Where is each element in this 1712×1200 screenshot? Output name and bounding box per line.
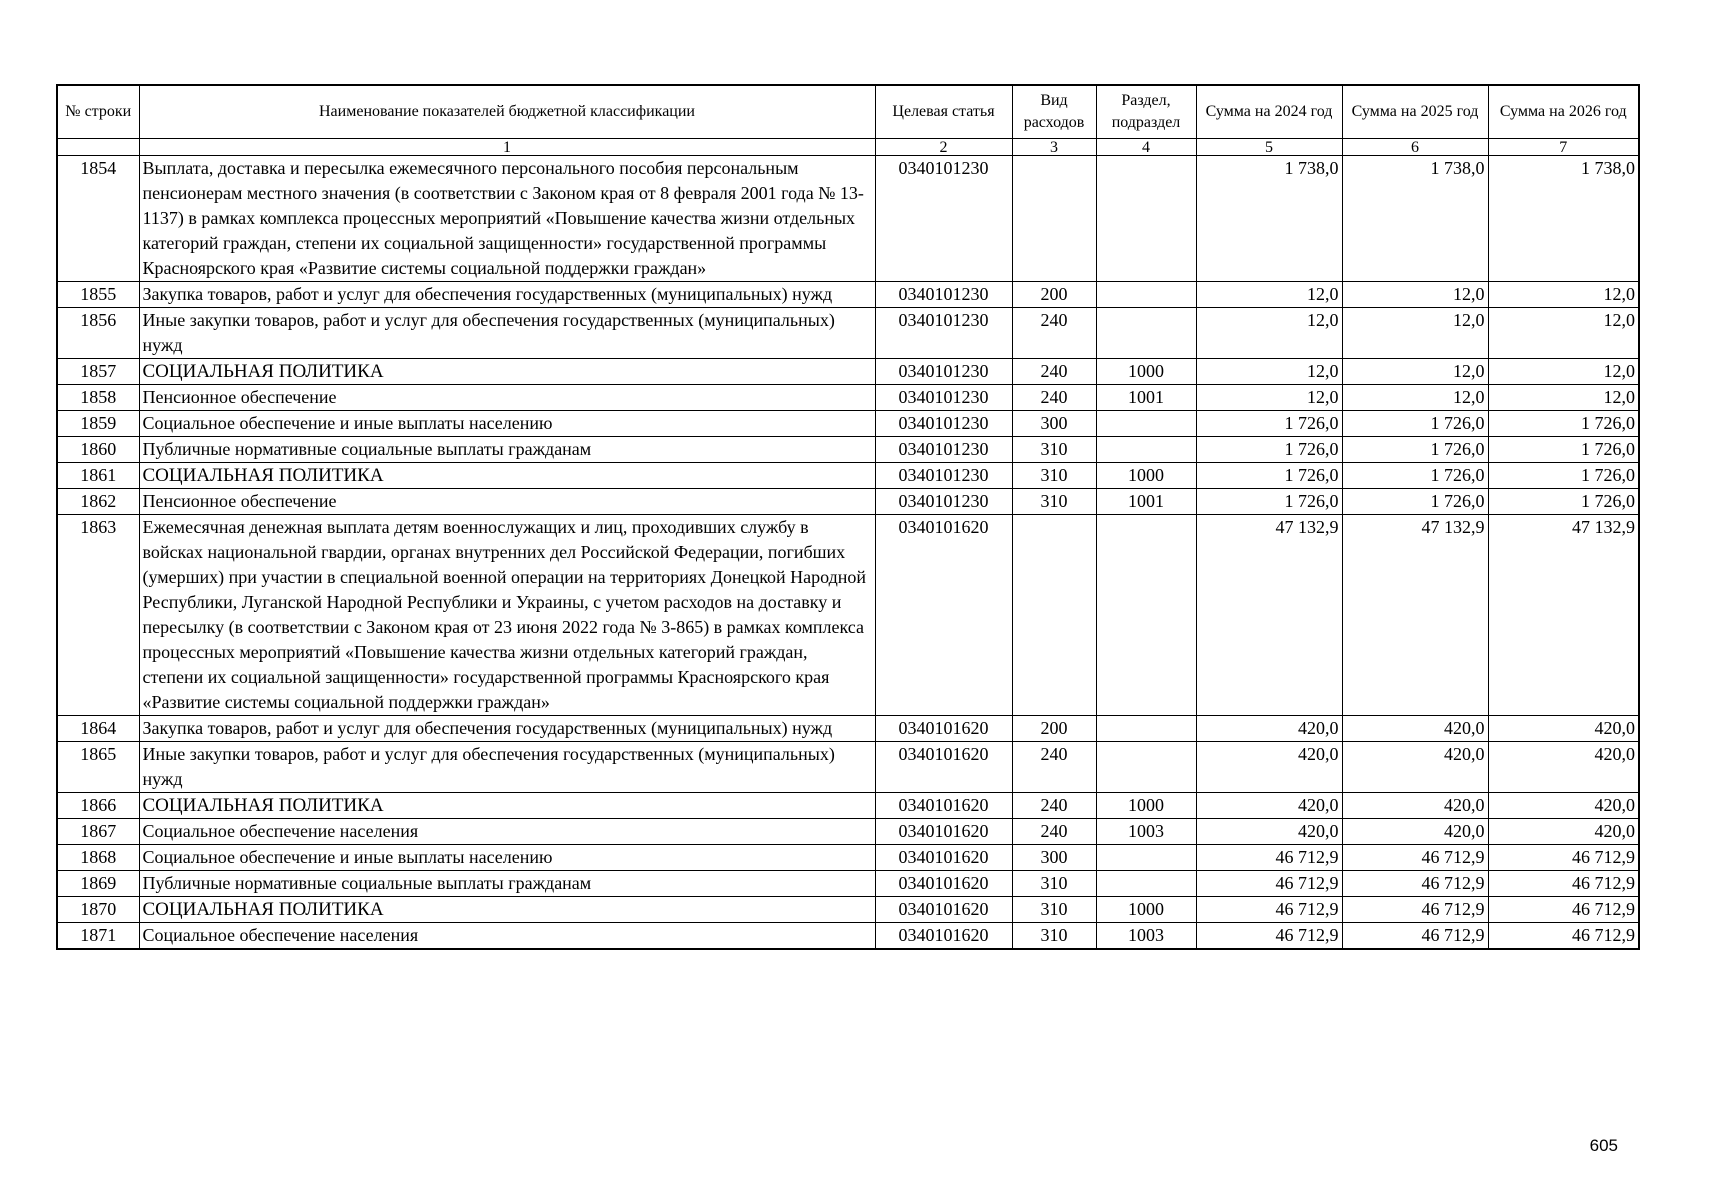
- header-row: [57, 85, 1639, 139]
- cell-sum-2024: 1 726,0: [1196, 437, 1342, 463]
- cell-name: Социальное обеспечение населения: [139, 819, 875, 845]
- cell-sum-2026: 420,0: [1488, 742, 1639, 793]
- cell-section: 1003: [1096, 923, 1196, 950]
- cell-vid: 200: [1012, 282, 1096, 308]
- cell-row-number: 1858: [57, 385, 139, 411]
- column-number: 1: [139, 139, 875, 156]
- cell-row-number: 1861: [57, 463, 139, 489]
- cell-row-number: 1855: [57, 282, 139, 308]
- table-row: [57, 793, 1639, 819]
- cell-sum-2024: 46 712,9: [1196, 923, 1342, 950]
- table-row: [57, 871, 1639, 897]
- cell-target: 0340101620: [875, 793, 1012, 819]
- header-sum-2024: Сумма на 2024 год: [1196, 85, 1342, 139]
- cell-sum-2024: 1 738,0: [1196, 156, 1342, 282]
- cell-name: Ежемесячная денежная выплата детям военнослужащих и лиц, проходивших службу в войсках национальной гвардии, органах внутренних дел Российской Федерации, погибших (умерших) при участии в специальной военной операции на территориях Донецкой Народной Республики, Луганской Народной Республики и Украины, с учетом расходов на доставку и пересылку (в соответствии с Законом края от 23 июня 2022 года № 3-865) в рамках комплекса процессных мероприятий «Повышение качества жизни отдельных категорий граждан, степени их социальной защищенности» государственной программы Красноярского края «Развитие системы социальной поддержки граждан»: [139, 515, 875, 716]
- cell-vid: 310: [1012, 489, 1096, 515]
- cell-row-number: 1870: [57, 897, 139, 923]
- cell-sum-2026: 1 726,0: [1488, 437, 1639, 463]
- table-row: [57, 515, 1639, 716]
- cell-target: 0340101620: [875, 716, 1012, 742]
- budget-classification-table: [56, 84, 1640, 950]
- page-number: 605: [1589, 1136, 1618, 1155]
- cell-name: Иные закупки товаров, работ и услуг для обеспечения государственных (муниципальных) нужд: [139, 308, 875, 359]
- header-section: Раздел, подраздел: [1096, 85, 1196, 139]
- header-sum-2026: Сумма на 2026 год: [1488, 85, 1639, 139]
- cell-row-number: 1860: [57, 437, 139, 463]
- cell-section: [1096, 742, 1196, 793]
- cell-target: 0340101620: [875, 897, 1012, 923]
- cell-sum-2026: 46 712,9: [1488, 897, 1639, 923]
- cell-row-number: 1854: [57, 156, 139, 282]
- cell-name: Социальное обеспечение и иные выплаты населению: [139, 411, 875, 437]
- cell-target: 0340101620: [875, 515, 1012, 716]
- cell-sum-2024: 420,0: [1196, 742, 1342, 793]
- column-number: 7: [1488, 139, 1639, 156]
- table-row: [57, 845, 1639, 871]
- header-name: Наименование показателей бюджетной классификации: [139, 85, 875, 139]
- cell-sum-2026: 46 712,9: [1488, 845, 1639, 871]
- cell-sum-2024: 46 712,9: [1196, 897, 1342, 923]
- cell-sum-2024: 46 712,9: [1196, 871, 1342, 897]
- cell-sum-2025: 420,0: [1342, 819, 1488, 845]
- cell-row-number: 1869: [57, 871, 139, 897]
- cell-name: Публичные нормативные социальные выплаты гражданам: [139, 871, 875, 897]
- cell-sum-2025: 1 726,0: [1342, 463, 1488, 489]
- cell-section: 1000: [1096, 463, 1196, 489]
- column-number: 2: [875, 139, 1012, 156]
- cell-target: 0340101620: [875, 742, 1012, 793]
- cell-sum-2026: 420,0: [1488, 793, 1639, 819]
- cell-sum-2026: 420,0: [1488, 716, 1639, 742]
- cell-row-number: 1859: [57, 411, 139, 437]
- cell-row-number: 1868: [57, 845, 139, 871]
- cell-target: 0340101230: [875, 489, 1012, 515]
- cell-sum-2025: 12,0: [1342, 308, 1488, 359]
- table-row: [57, 923, 1639, 950]
- cell-section: [1096, 308, 1196, 359]
- header-vid: Вид расходов: [1012, 85, 1096, 139]
- cell-sum-2026: 1 726,0: [1488, 489, 1639, 515]
- cell-sum-2025: 1 726,0: [1342, 437, 1488, 463]
- cell-sum-2026: 46 712,9: [1488, 871, 1639, 897]
- header-row-no: № строки: [57, 85, 139, 139]
- cell-name: Пенсионное обеспечение: [139, 489, 875, 515]
- cell-sum-2024: 47 132,9: [1196, 515, 1342, 716]
- cell-target: 0340101230: [875, 385, 1012, 411]
- cell-sum-2025: 12,0: [1342, 359, 1488, 385]
- table-row: [57, 308, 1639, 359]
- table-row: [57, 411, 1639, 437]
- cell-section: [1096, 282, 1196, 308]
- cell-vid: 240: [1012, 385, 1096, 411]
- cell-row-number: 1857: [57, 359, 139, 385]
- column-number: [57, 139, 139, 156]
- column-number: 6: [1342, 139, 1488, 156]
- cell-name: Выплата, доставка и пересылка ежемесячного персонального пособия персональным пенсионерам местного значения (в соответствии с Законом края от 8 февраля 2001 года № 13-1137) в рамках комплекса процессных мероприятий «Повышение качества жизни отдельных категорий граждан, степени их социальной защищенности» государственной программы Красноярского края «Развитие системы социальной поддержки граждан»: [139, 156, 875, 282]
- cell-sum-2024: 12,0: [1196, 359, 1342, 385]
- table-row: [57, 437, 1639, 463]
- cell-sum-2025: 12,0: [1342, 282, 1488, 308]
- cell-vid: 310: [1012, 923, 1096, 950]
- column-number: 3: [1012, 139, 1096, 156]
- cell-sum-2025: 420,0: [1342, 716, 1488, 742]
- table-row: [57, 463, 1639, 489]
- cell-sum-2026: 12,0: [1488, 282, 1639, 308]
- cell-sum-2024: 1 726,0: [1196, 411, 1342, 437]
- cell-section: [1096, 515, 1196, 716]
- cell-sum-2024: 12,0: [1196, 282, 1342, 308]
- cell-sum-2026: 46 712,9: [1488, 923, 1639, 950]
- cell-vid: 300: [1012, 411, 1096, 437]
- cell-vid: [1012, 515, 1096, 716]
- cell-sum-2024: 1 726,0: [1196, 463, 1342, 489]
- cell-name: Социальное обеспечение и иные выплаты населению: [139, 845, 875, 871]
- table-row: [57, 156, 1639, 282]
- cell-name: Публичные нормативные социальные выплаты гражданам: [139, 437, 875, 463]
- cell-sum-2025: 46 712,9: [1342, 897, 1488, 923]
- cell-vid: 310: [1012, 463, 1096, 489]
- cell-row-number: 1863: [57, 515, 139, 716]
- cell-row-number: 1871: [57, 923, 139, 950]
- cell-row-number: 1867: [57, 819, 139, 845]
- column-number: 4: [1096, 139, 1196, 156]
- cell-section: 1000: [1096, 359, 1196, 385]
- table-body: [57, 156, 1639, 950]
- cell-sum-2026: 47 132,9: [1488, 515, 1639, 716]
- table-row: [57, 819, 1639, 845]
- cell-sum-2025: 1 726,0: [1342, 411, 1488, 437]
- cell-name: СОЦИАЛЬНАЯ ПОЛИТИКА: [139, 359, 875, 385]
- cell-sum-2026: 1 726,0: [1488, 411, 1639, 437]
- cell-target: 0340101620: [875, 819, 1012, 845]
- cell-section: 1000: [1096, 897, 1196, 923]
- table-row: [57, 716, 1639, 742]
- cell-target: 0340101620: [875, 923, 1012, 950]
- cell-section: [1096, 437, 1196, 463]
- cell-section: [1096, 411, 1196, 437]
- cell-target: 0340101620: [875, 871, 1012, 897]
- cell-sum-2026: 420,0: [1488, 819, 1639, 845]
- cell-vid: 310: [1012, 437, 1096, 463]
- cell-sum-2025: 1 726,0: [1342, 489, 1488, 515]
- cell-sum-2025: 12,0: [1342, 385, 1488, 411]
- cell-sum-2026: 1 726,0: [1488, 463, 1639, 489]
- cell-name: СОЦИАЛЬНАЯ ПОЛИТИКА: [139, 897, 875, 923]
- cell-sum-2026: 12,0: [1488, 359, 1639, 385]
- cell-vid: [1012, 156, 1096, 282]
- cell-name: СОЦИАЛЬНАЯ ПОЛИТИКА: [139, 463, 875, 489]
- cell-sum-2025: 46 712,9: [1342, 871, 1488, 897]
- column-number: 5: [1196, 139, 1342, 156]
- cell-sum-2025: 46 712,9: [1342, 923, 1488, 950]
- cell-vid: 240: [1012, 819, 1096, 845]
- cell-vid: 240: [1012, 308, 1096, 359]
- cell-row-number: 1865: [57, 742, 139, 793]
- cell-row-number: 1864: [57, 716, 139, 742]
- cell-target: 0340101230: [875, 463, 1012, 489]
- cell-section: 1001: [1096, 385, 1196, 411]
- cell-sum-2025: 420,0: [1342, 793, 1488, 819]
- cell-sum-2025: 1 738,0: [1342, 156, 1488, 282]
- cell-row-number: 1856: [57, 308, 139, 359]
- table-row: [57, 489, 1639, 515]
- cell-vid: 240: [1012, 793, 1096, 819]
- cell-vid: 300: [1012, 845, 1096, 871]
- header-target: Целевая статья: [875, 85, 1012, 139]
- cell-sum-2026: 1 738,0: [1488, 156, 1639, 282]
- header-sum-2025: Сумма на 2025 год: [1342, 85, 1488, 139]
- cell-name: Иные закупки товаров, работ и услуг для обеспечения государственных (муниципальных) нужд: [139, 742, 875, 793]
- cell-sum-2024: 420,0: [1196, 793, 1342, 819]
- table-row: [57, 897, 1639, 923]
- cell-name: СОЦИАЛЬНАЯ ПОЛИТИКА: [139, 793, 875, 819]
- cell-sum-2025: 420,0: [1342, 742, 1488, 793]
- cell-target: 0340101230: [875, 282, 1012, 308]
- cell-sum-2024: 46 712,9: [1196, 845, 1342, 871]
- cell-row-number: 1866: [57, 793, 139, 819]
- cell-target: 0340101620: [875, 845, 1012, 871]
- cell-target: 0340101230: [875, 437, 1012, 463]
- table-row: [57, 359, 1639, 385]
- cell-section: [1096, 716, 1196, 742]
- table-row: [57, 742, 1639, 793]
- cell-vid: 310: [1012, 897, 1096, 923]
- cell-section: [1096, 871, 1196, 897]
- cell-vid: 200: [1012, 716, 1096, 742]
- cell-vid: 240: [1012, 359, 1096, 385]
- cell-sum-2026: 12,0: [1488, 308, 1639, 359]
- cell-sum-2025: 47 132,9: [1342, 515, 1488, 716]
- table-row: [57, 385, 1639, 411]
- cell-section: [1096, 156, 1196, 282]
- cell-target: 0340101230: [875, 411, 1012, 437]
- cell-vid: 240: [1012, 742, 1096, 793]
- cell-sum-2024: 420,0: [1196, 716, 1342, 742]
- cell-sum-2025: 46 712,9: [1342, 845, 1488, 871]
- cell-sum-2024: 12,0: [1196, 385, 1342, 411]
- cell-section: 1001: [1096, 489, 1196, 515]
- cell-target: 0340101230: [875, 359, 1012, 385]
- cell-target: 0340101230: [875, 156, 1012, 282]
- table-header: [57, 85, 1639, 156]
- cell-sum-2024: 12,0: [1196, 308, 1342, 359]
- cell-sum-2024: 420,0: [1196, 819, 1342, 845]
- cell-sum-2024: 1 726,0: [1196, 489, 1342, 515]
- cell-section: [1096, 845, 1196, 871]
- cell-name: Закупка товаров, работ и услуг для обеспечения государственных (муниципальных) нужд: [139, 282, 875, 308]
- cell-name: Пенсионное обеспечение: [139, 385, 875, 411]
- cell-vid: 310: [1012, 871, 1096, 897]
- cell-target: 0340101230: [875, 308, 1012, 359]
- cell-sum-2026: 12,0: [1488, 385, 1639, 411]
- cell-row-number: 1862: [57, 489, 139, 515]
- cell-section: 1003: [1096, 819, 1196, 845]
- cell-name: Закупка товаров, работ и услуг для обеспечения государственных (муниципальных) нужд: [139, 716, 875, 742]
- cell-name: Социальное обеспечение населения: [139, 923, 875, 950]
- table-row: [57, 282, 1639, 308]
- column-number-row: [57, 139, 1639, 156]
- cell-section: 1000: [1096, 793, 1196, 819]
